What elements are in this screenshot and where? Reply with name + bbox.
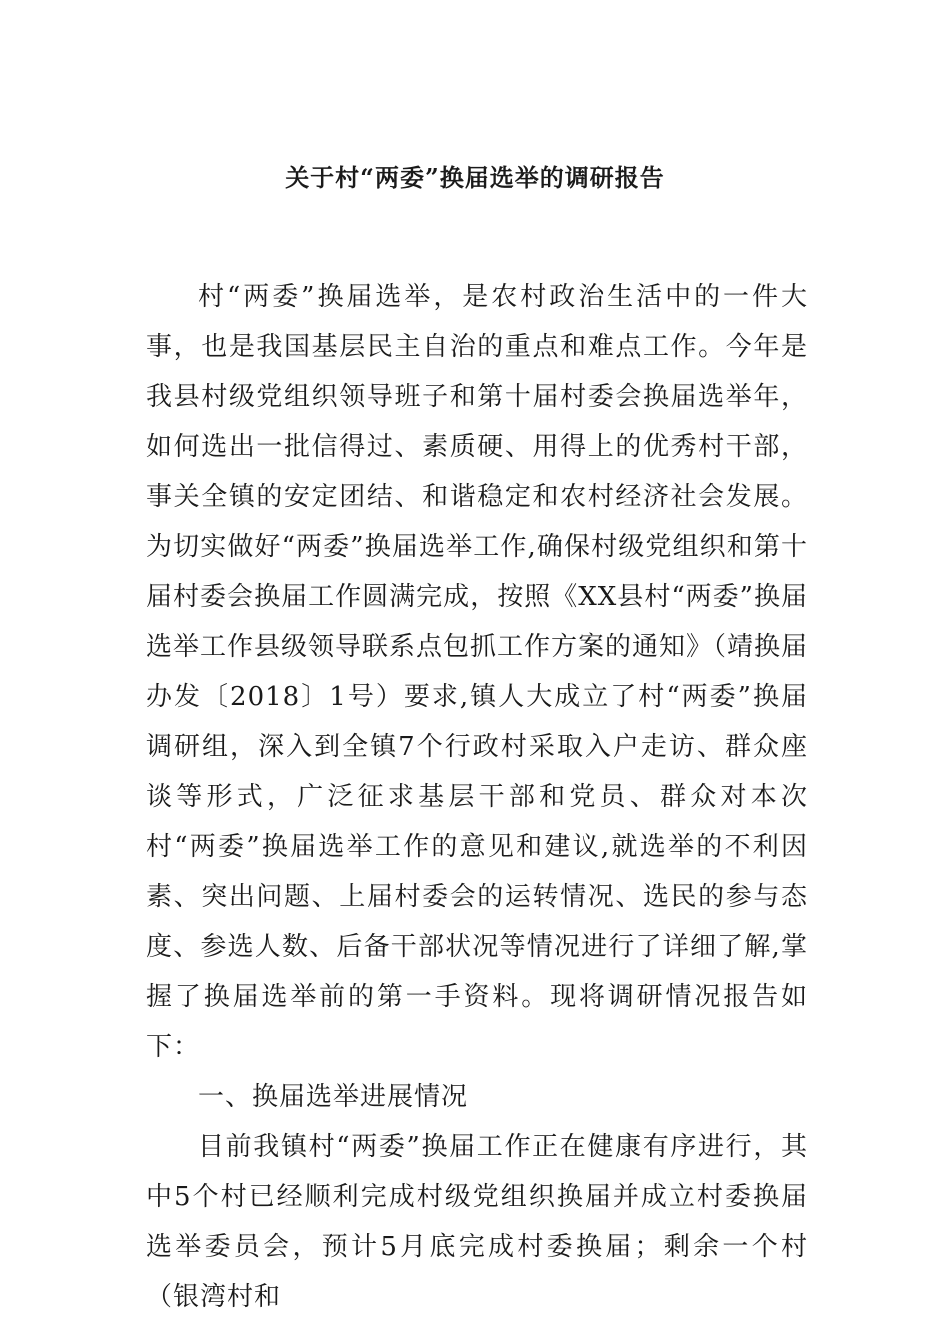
progress-paragraph: 目前我镇村“两委”换届工作正在健康有序进行，其中5个村已经顺利完成村级党组织换届并成立村委换届选举委员会，预计5月底完成村委换届；剩余一个村（银湾村和 — [146, 1132, 808, 1312]
document-title: 关于村“两委”换届选举的调研报告 — [285, 163, 665, 192]
document-body — [146, 272, 808, 1322]
section-heading: 一、换届选举进展情况 — [198, 1082, 469, 1112]
intro-paragraph: 村“两委”换届选举，是农村政治生活中的一件大事，也是我国基层民主自治的重点和难点工作。今年是我县村级党组织领导班子和第十届村委会换届选举年，如何选出一批信得过、素质硬、用得上的优秀村干部，事关全镇的安定团结、和谐稳定和农村经济社会发展。为切实做好“两委”换届选举工作,确保村级党组织和第十届村委会换届工作圆满完成，按照《XX县村“两委”换届选举工作县级领导联系点包抓工作方案的通知》（靖换届办发〔2018〕1号）要求,镇人大成立了村“两委”换届调研组，深入到全镇7个行政村采取入户走访、群众座谈等形式，广泛征求基层干部和党员、群众对本次村“两委”换届选举工作的意见和建议,就选举的不利因素、突出问题、上届村委会的运转情况、选民的参与态度、参选人数、后备干部状况等情况进行了详细了解,掌握了换届选举前的第一手资料。现将调研情况报告如下： — [146, 282, 809, 1062]
